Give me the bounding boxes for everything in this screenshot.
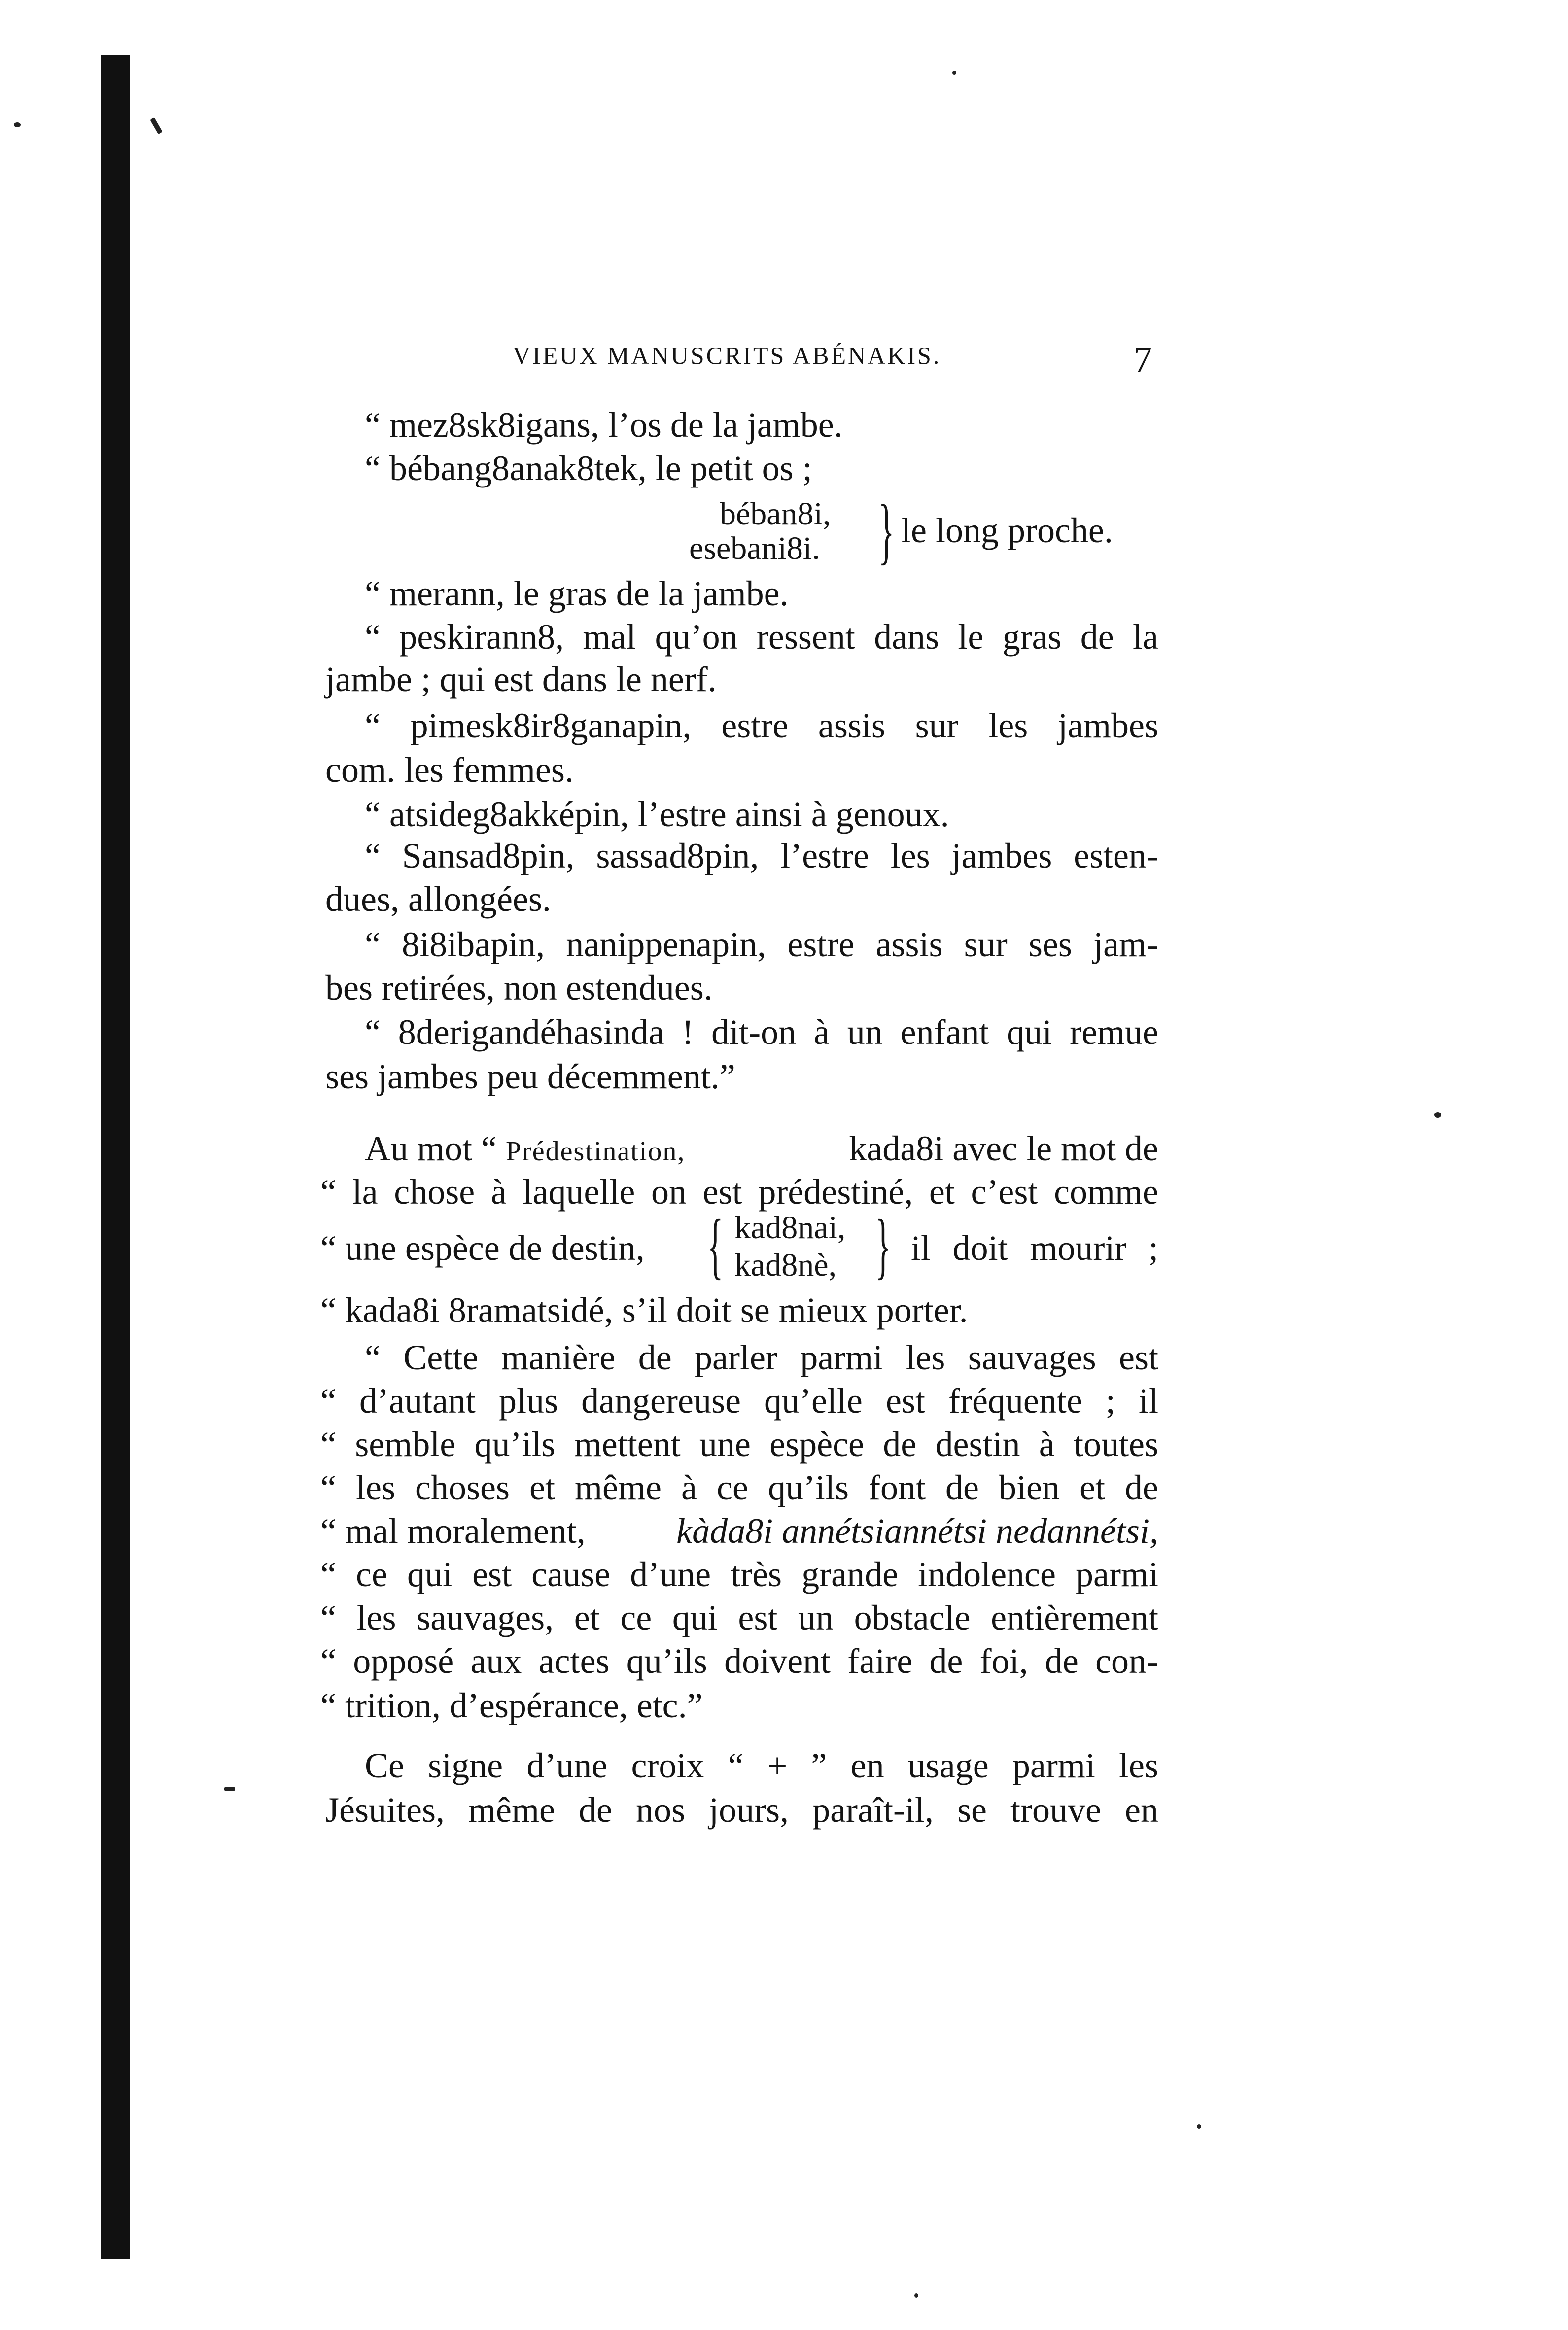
text-line: “ les choses et même à ce qu’ils font de bien et de — [320, 1468, 1158, 1507]
text-line: “ Cette manière de parler parmi les sauvages est — [365, 1338, 1158, 1377]
text-line: “ semble qu’ils mettent une espèce de destin à toutes — [320, 1425, 1158, 1464]
stacked-word-bottom: kad8nè, — [734, 1247, 837, 1283]
page-number: 7 — [1134, 340, 1152, 380]
text-line: “ les sauvages, et ce qui est un obstacle entièrement — [320, 1598, 1158, 1637]
text-line: com. les femmes. — [325, 750, 574, 790]
text-line: dues, allongées. — [325, 879, 551, 919]
text-line: “ mez8sk8igans, l’os de la jambe. — [365, 405, 843, 445]
text-line: ses jambes peu décemment.” — [325, 1057, 735, 1096]
stacked-word-top: kad8nai, — [734, 1210, 846, 1246]
text-line: le long proche. — [901, 511, 1113, 550]
text-line: Jésuites, même de nos jours, paraît-il, se trouve en — [325, 1790, 1158, 1830]
scan-speck — [224, 1787, 235, 1791]
text-line: “ Sansad8pin, sassad8pin, l’estre les jambes esten- — [365, 836, 1158, 875]
scan-speck — [914, 2293, 918, 2298]
text-line: “ d’autant plus dangereuse qu’elle est fréquente ; il — [320, 1381, 1158, 1421]
stacked-word-bottom: esebani8i. — [689, 530, 820, 566]
text-run — [365, 1131, 685, 1166]
text-run: “ mal moralement, — [320, 1511, 586, 1551]
text-run: kada8i avec le mot de — [849, 1129, 1158, 1168]
text-line: “ merann, le gras de la jambe. — [365, 574, 789, 613]
text-line: “ opposé aux actes qu’ils doivent faire de foi, de con- — [320, 1641, 1158, 1681]
text-line: “ 8i8ibapin, nanippenapin, estre assis sur ses jam- — [365, 925, 1158, 964]
text-line — [320, 1513, 1158, 1549]
scan-speck — [150, 117, 163, 134]
text-line: “ bébang8anak8tek, le petit os ; — [365, 449, 812, 488]
text-line — [365, 1131, 1158, 1166]
text-line: jambe ; qui est dans le nerf. — [325, 660, 717, 699]
scan-speck — [1197, 2124, 1201, 2129]
text-line: “ atsideg8akképin, l’estre ainsi à genoux. — [365, 795, 949, 834]
scan-speck — [952, 71, 956, 75]
binding-strip — [101, 55, 130, 2259]
right-brace: } — [875, 1205, 891, 1287]
left-brace: { — [707, 1205, 724, 1287]
text-line: “ la chose à laquelle on est prédestiné, et c’est comme — [320, 1172, 1158, 1212]
italic-phrase: kàda8i annétsiannétsi nedannétsi, — [676, 1511, 1158, 1551]
text-line: bes retirées, non estendues. — [325, 968, 713, 1008]
text-line: “ pimesk8ir8ganapin, estre assis sur les jambes — [365, 706, 1158, 745]
right-brace: } — [878, 490, 895, 572]
text-line: “ 8derigandéhasinda ! dit-on à un enfant qui remue — [365, 1012, 1158, 1052]
text-line: “ kada8i 8ramatsidé, s’il doit se mieux porter. — [320, 1290, 968, 1330]
scan-speck — [1434, 1112, 1441, 1118]
small-caps-term: Prédestination, — [505, 1136, 686, 1167]
text-run: Au mot “ — [365, 1129, 506, 1168]
text-line: “ ce qui est cause d’une très grande indolence parmi — [320, 1555, 1158, 1594]
running-title: VIEUX MANUSCRITS ABÉNAKIS. — [513, 342, 941, 369]
text-line: Ce signe d’une croix “ + ” en usage parmi les — [365, 1746, 1158, 1785]
text-line: il doit mourir ; — [911, 1228, 1158, 1268]
text-line: “ peskirann8, mal qu’on ressent dans le gras de la — [365, 617, 1158, 657]
scan-speck — [14, 122, 21, 127]
text-line: “ trition, d’espérance, etc.” — [320, 1686, 703, 1725]
text-line: “ une espèce de destin, — [320, 1228, 645, 1268]
stacked-word-top: béban8i, — [720, 496, 831, 532]
